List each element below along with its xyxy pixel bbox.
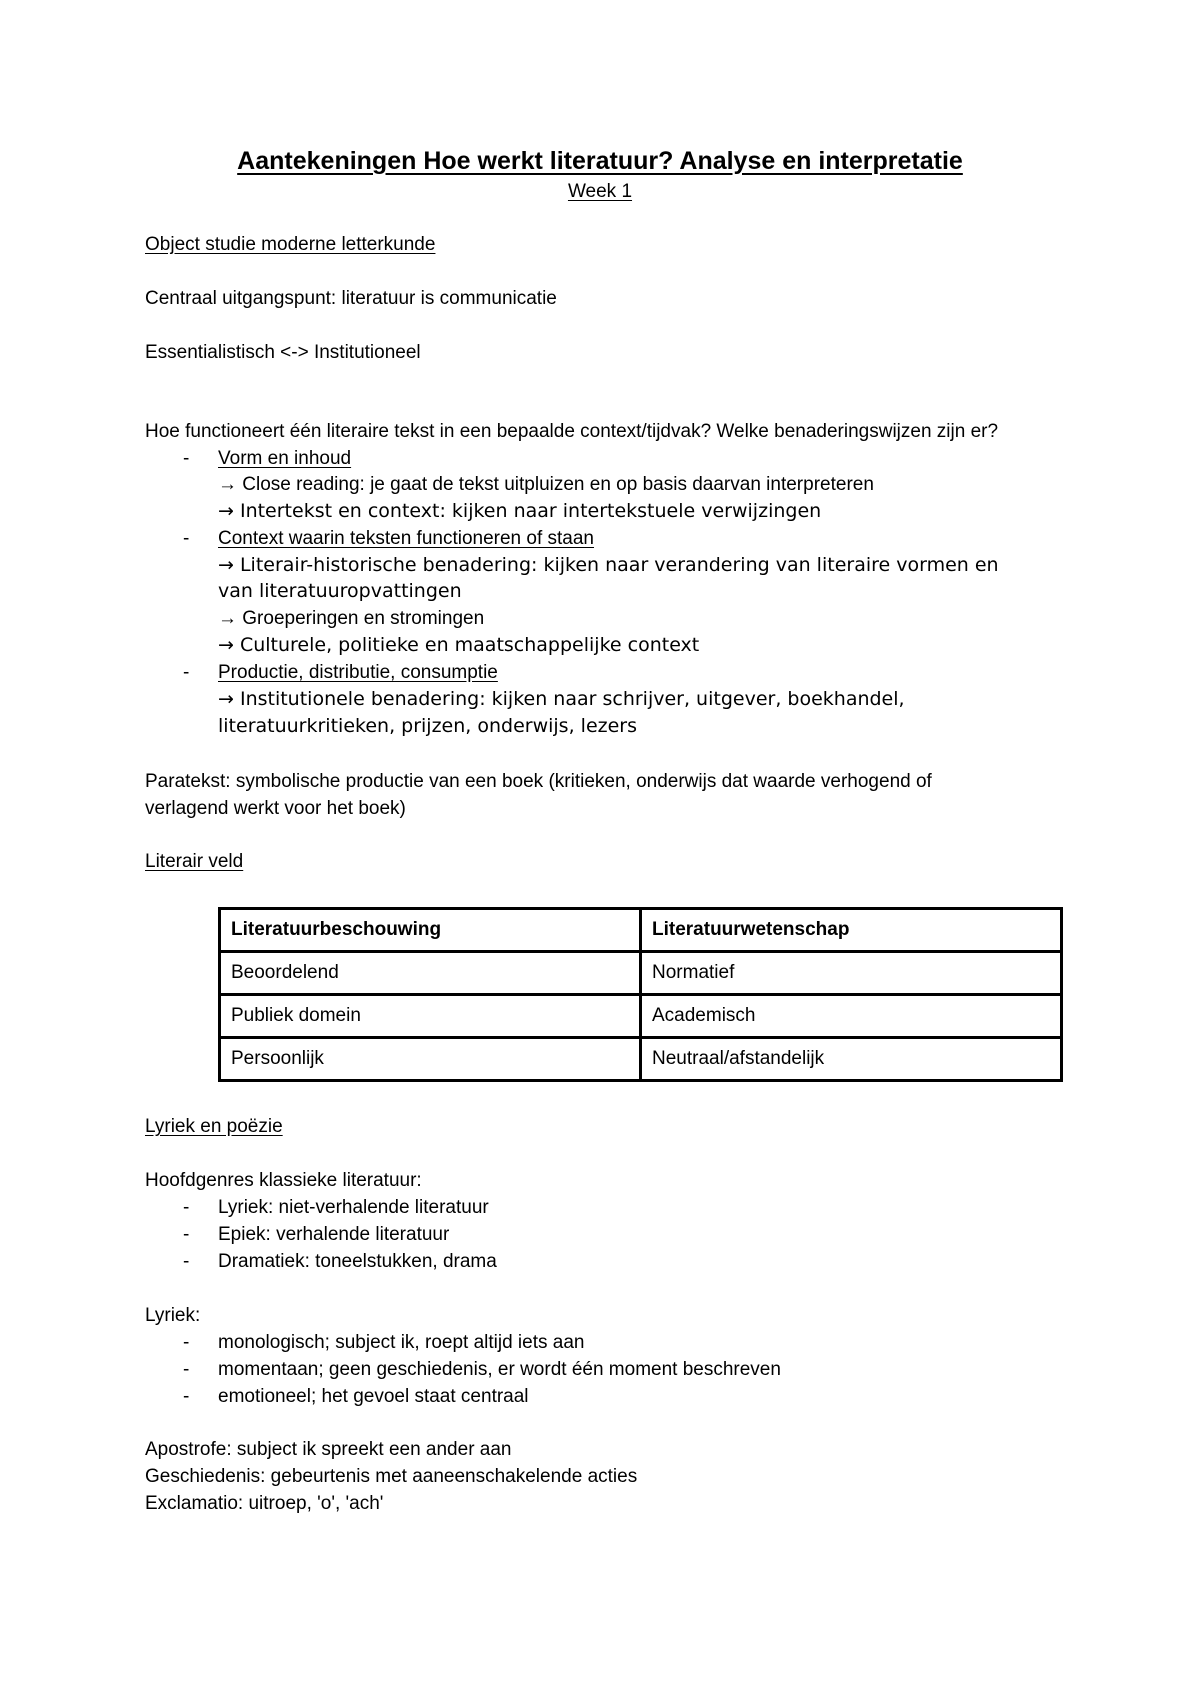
approach-label-vorm: Vorm en inhoud <box>218 448 352 469</box>
text-definition-geschiedenis: Geschiedenis: gebeurtenis met aaneenschakelende acties <box>145 1466 638 1487</box>
approach-line: → Groeperingen en stromingen <box>218 608 485 629</box>
table-cell: Neutraal/afstandelijk <box>641 1038 1062 1081</box>
bullet-dash: - <box>183 1197 190 1218</box>
list-item-lyriek: emotioneel; het gevoel staat centraal <box>218 1386 529 1407</box>
approach-line: → Intertekst en context: kijken naar intertekstuele verwijzingen <box>218 500 822 522</box>
bullet-dash: - <box>183 528 190 549</box>
approach-line: → Close reading: je gaat de tekst uitpluizen en op basis daarvan interpreteren <box>218 474 874 495</box>
text-definition-apostrofe: Apostrofe: subject ik spreekt een ander aan <box>145 1439 512 1460</box>
text-essentialistisch: Essentialistisch <-> Institutioneel <box>145 342 421 363</box>
table-cell: Normatief <box>641 952 1062 995</box>
bullet-dash: - <box>183 1224 190 1245</box>
text-paratekst-cont: verlagend werkt voor het boek) <box>145 798 406 819</box>
approach-line: → Institutionele benadering: kijken naar schrijver, uitgever, boekhandel, <box>218 688 905 710</box>
table-cell: Academisch <box>641 995 1062 1038</box>
literair-veld-table <box>218 907 1063 1082</box>
section-heading-object-studie: Object studie moderne letterkunde <box>145 234 436 255</box>
list-item-genre: Lyriek: niet-verhalende literatuur <box>218 1197 489 1218</box>
list-item-genre: Dramatiek: toneelstukken, drama <box>218 1251 497 1272</box>
text-genres-intro: Hoofdgenres klassieke literatuur: <box>145 1170 422 1191</box>
text-definition-exclamatio: Exclamatio: uitroep, 'o', 'ach' <box>145 1493 384 1514</box>
table-row <box>220 952 1062 995</box>
table-cell: Beoordelend <box>220 952 641 995</box>
table-row <box>220 1038 1062 1081</box>
text-paratekst: Paratekst: symbolische productie van een boek (kritieken, onderwijs dat waarde verhogend of <box>145 771 932 792</box>
approach-label-context: Context waarin teksten functioneren of staan <box>218 528 595 549</box>
page-title: Aantekeningen Hoe werkt literatuur? Analyse en interpretatie <box>237 147 963 175</box>
text-question: Hoe functioneert één literaire tekst in een bepaalde context/tijdvak? Welke benaderingswijzen zijn er? <box>145 421 999 442</box>
approach-line: van literatuuropvattingen <box>218 580 462 602</box>
text-centraal-uitgangspunt: Centraal uitgangspunt: literatuur is communicatie <box>145 288 557 309</box>
table-header-cell: Literatuurbeschouwing <box>220 909 641 952</box>
section-heading-lyriek: Lyriek en poëzie <box>145 1116 283 1137</box>
table-cell: Publiek domein <box>220 995 641 1038</box>
week-label: Week 1 <box>567 181 633 202</box>
bullet-dash: - <box>183 1332 190 1353</box>
approach-line: → Literair-historische benadering: kijken naar verandering van literaire vormen en <box>218 554 999 576</box>
bullet-dash: - <box>183 1386 190 1407</box>
bullet-dash: - <box>183 662 190 683</box>
approach-line: literatuurkritieken, prijzen, onderwijs, lezers <box>218 715 638 737</box>
text-lyriek-intro: Lyriek: <box>145 1305 201 1326</box>
approach-line: → Culturele, politieke en maatschappelijke context <box>218 634 700 656</box>
list-item-lyriek: monologisch; subject ik, roept altijd iets aan <box>218 1332 585 1353</box>
table-row <box>220 995 1062 1038</box>
section-heading-literair-veld: Literair veld <box>145 851 244 872</box>
list-item-genre: Epiek: verhalende literatuur <box>218 1224 450 1245</box>
table-header-cell: Literatuurwetenschap <box>641 909 1062 952</box>
bullet-dash: - <box>183 1359 190 1380</box>
bullet-dash: - <box>183 448 190 469</box>
approach-label-productie: Productie, distributie, consumptie <box>218 662 498 683</box>
list-item-lyriek: momentaan; geen geschiedenis, er wordt één moment beschreven <box>218 1359 781 1380</box>
table-header-row <box>220 909 1062 952</box>
bullet-dash: - <box>183 1251 190 1272</box>
table-cell: Persoonlijk <box>220 1038 641 1081</box>
